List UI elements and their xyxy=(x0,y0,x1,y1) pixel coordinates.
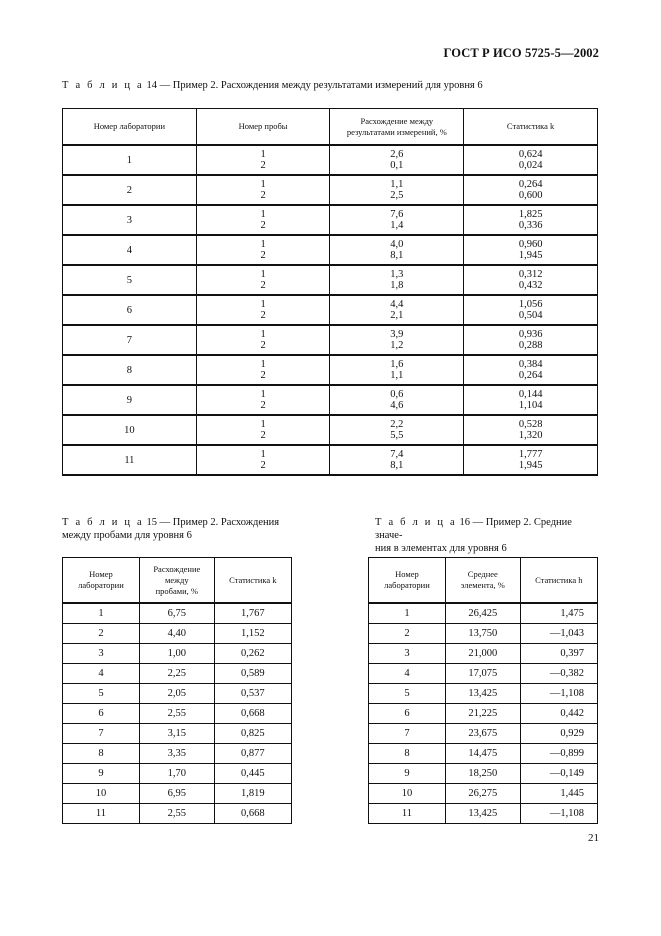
difference-cell-value: 5,5 xyxy=(390,430,404,441)
table15-col-stat: Статистика k xyxy=(214,558,291,604)
table15-col-lab: Номер лаборатории xyxy=(63,558,140,604)
table-row xyxy=(63,355,598,385)
table-row xyxy=(369,704,598,724)
lab-number-cell: 6 xyxy=(369,704,446,724)
statistic-k-cell-value: 0,024 xyxy=(518,160,543,171)
lab-number-cell: 11 xyxy=(369,804,446,824)
table-row xyxy=(63,295,598,325)
sample-number-cell xyxy=(196,175,330,205)
sample-number-cell-value: 1 xyxy=(260,359,266,370)
table-row xyxy=(63,603,292,624)
statistic-k-cell xyxy=(464,175,598,205)
mean-cell: 21,000 xyxy=(445,644,520,664)
lab-number-cell: 5 xyxy=(369,684,446,704)
table14-col-diff: Расхождение между результатами измерений, % xyxy=(330,109,464,146)
table15-col-diff: Расхождение между пробами, % xyxy=(139,558,214,604)
lab-number-cell: 1 xyxy=(63,145,197,175)
table15-caption-line2: между пробами для уровня 6 xyxy=(62,530,192,541)
table14-col-lab: Номер лаборатории xyxy=(63,109,197,146)
table16-header-row xyxy=(369,558,598,604)
lab-number-cell: 5 xyxy=(63,265,197,295)
sample-number-cell-value: 2 xyxy=(260,220,266,231)
lab-number-cell: 2 xyxy=(63,624,140,644)
statistic-k-cell: 1,152 xyxy=(214,624,291,644)
difference-cell-value: 8,1 xyxy=(390,250,404,261)
mean-cell: 13,425 xyxy=(445,684,520,704)
difference-cell: 2,55 xyxy=(139,804,214,824)
sample-number-cell-value: 2 xyxy=(260,400,266,411)
difference-cell-value: 2,1 xyxy=(390,310,404,321)
mean-cell: 17,075 xyxy=(445,664,520,684)
sample-number-cell-value: 1 xyxy=(260,239,266,250)
table-row xyxy=(63,145,598,175)
lab-number-cell: 4 xyxy=(369,664,446,684)
statistic-k-cell: 0,668 xyxy=(214,804,291,824)
statistic-k-cell-value: 0,936 xyxy=(518,329,543,340)
sample-number-cell xyxy=(196,235,330,265)
statistic-h-cell: —0,899 xyxy=(520,744,597,764)
sample-number-cell xyxy=(196,415,330,445)
table-row xyxy=(63,804,292,824)
lab-number-cell: 2 xyxy=(369,624,446,644)
difference-cell-value: 7,6 xyxy=(390,209,404,220)
statistic-h-cell: —0,382 xyxy=(520,664,597,684)
lab-number-cell: 11 xyxy=(63,445,197,475)
table-row xyxy=(63,784,292,804)
statistic-k-cell: 1,819 xyxy=(214,784,291,804)
sample-number-cell-value: 2 xyxy=(260,190,266,201)
statistic-k-cell-value: 0,264 xyxy=(518,370,543,381)
table-row xyxy=(63,724,292,744)
sample-number-cell-value: 1 xyxy=(260,389,266,400)
lab-number-cell: 4 xyxy=(63,664,140,684)
mean-cell: 14,475 xyxy=(445,744,520,764)
difference-cell: 2,05 xyxy=(139,684,214,704)
lab-number-cell: 6 xyxy=(63,295,197,325)
sample-number-cell xyxy=(196,205,330,235)
statistic-h-cell: 0,929 xyxy=(520,724,597,744)
statistic-h-cell: —0,149 xyxy=(520,764,597,784)
table15-caption-line1: 15 — Пример 2. Расхождения xyxy=(146,517,280,528)
lab-number-cell: 1 xyxy=(369,603,446,624)
table14-caption-label: Т а б л и ц а xyxy=(62,80,144,91)
statistic-k-cell-value: 0,288 xyxy=(518,340,543,351)
mean-cell: 26,275 xyxy=(445,784,520,804)
table-row xyxy=(369,804,598,824)
lab-number-cell: 5 xyxy=(63,684,140,704)
statistic-k-cell-value: 1,056 xyxy=(518,299,543,310)
sample-number-cell-value: 1 xyxy=(260,269,266,280)
statistic-h-cell: 1,475 xyxy=(520,603,597,624)
statistic-h-cell: 0,442 xyxy=(520,704,597,724)
lab-number-cell: 8 xyxy=(63,355,197,385)
sample-number-cell-value: 1 xyxy=(260,449,266,460)
mean-cell: 23,675 xyxy=(445,724,520,744)
sample-number-cell-value: 2 xyxy=(260,280,266,291)
statistic-k-cell-value: 0,312 xyxy=(518,269,543,280)
table15-caption xyxy=(62,516,294,542)
mean-cell: 26,425 xyxy=(445,603,520,624)
document-code: ГОСТ Р ИСО 5725-5—2002 xyxy=(443,46,599,60)
statistic-k-cell-value: 0,528 xyxy=(518,419,543,430)
mean-cell: 13,425 xyxy=(445,804,520,824)
lab-number-cell: 8 xyxy=(369,744,446,764)
difference-cell xyxy=(330,205,464,235)
statistic-k-cell-value: 0,264 xyxy=(518,179,543,190)
table16-caption-label: Т а б л и ц а xyxy=(375,517,457,528)
statistic-k-cell-value: 0,504 xyxy=(518,310,543,321)
statistic-k-cell-value: 0,384 xyxy=(518,359,543,370)
statistic-h-cell: —1,043 xyxy=(520,624,597,644)
difference-cell: 1,70 xyxy=(139,764,214,784)
sample-number-cell xyxy=(196,325,330,355)
statistic-k-cell: 0,589 xyxy=(214,664,291,684)
lab-number-cell: 8 xyxy=(63,744,140,764)
difference-cell-value: 2,2 xyxy=(390,419,404,430)
difference-cell xyxy=(330,445,464,475)
statistic-k-cell-value: 1,320 xyxy=(518,430,543,441)
table-row xyxy=(369,684,598,704)
statistic-k-cell: 1,767 xyxy=(214,603,291,624)
table-row xyxy=(63,684,292,704)
lab-number-cell: 7 xyxy=(63,325,197,355)
table-row xyxy=(63,265,598,295)
sample-number-cell-value: 1 xyxy=(260,209,266,220)
difference-cell xyxy=(330,415,464,445)
lab-number-cell: 1 xyxy=(63,603,140,624)
difference-cell: 3,15 xyxy=(139,724,214,744)
sample-number-cell-value: 2 xyxy=(260,430,266,441)
sample-number-cell xyxy=(196,445,330,475)
page-number: 21 xyxy=(588,832,599,844)
lab-number-cell: 7 xyxy=(369,724,446,744)
difference-cell: 1,00 xyxy=(139,644,214,664)
difference-cell-value: 2,5 xyxy=(390,190,404,201)
table16-caption xyxy=(375,516,599,555)
mean-cell: 21,225 xyxy=(445,704,520,724)
difference-cell: 2,55 xyxy=(139,704,214,724)
statistic-k-cell-value: 0,960 xyxy=(518,239,543,250)
lab-number-cell: 10 xyxy=(63,784,140,804)
lab-number-cell: 6 xyxy=(63,704,140,724)
lab-number-cell: 7 xyxy=(63,724,140,744)
difference-cell-value: 1,6 xyxy=(390,359,404,370)
sample-number-cell-value: 1 xyxy=(260,179,266,190)
table14 xyxy=(62,108,598,476)
table-row xyxy=(63,325,598,355)
table15-caption-label: Т а б л и ц а xyxy=(62,517,144,528)
table16 xyxy=(368,557,598,824)
table-row xyxy=(63,235,598,265)
sample-number-cell-value: 1 xyxy=(260,419,266,430)
statistic-k-cell xyxy=(464,205,598,235)
difference-cell: 4,40 xyxy=(139,624,214,644)
lab-number-cell: 3 xyxy=(63,644,140,664)
statistic-k-cell-value: 1,777 xyxy=(518,449,543,460)
statistic-k-cell xyxy=(464,355,598,385)
statistic-h-cell: —1,108 xyxy=(520,684,597,704)
table14-caption-text: 14 — Пример 2. Расхождения между результатами измерений для уровня 6 xyxy=(146,80,483,91)
statistic-h-cell: 0,397 xyxy=(520,644,597,664)
difference-cell xyxy=(330,355,464,385)
table-row xyxy=(63,445,598,475)
difference-cell xyxy=(330,175,464,205)
difference-cell-value: 3,9 xyxy=(390,329,404,340)
statistic-k-cell: 0,262 xyxy=(214,644,291,664)
sample-number-cell-value: 2 xyxy=(260,340,266,351)
lab-number-cell: 10 xyxy=(63,415,197,445)
difference-cell-value: 7,4 xyxy=(390,449,404,460)
difference-cell: 6,75 xyxy=(139,603,214,624)
mean-cell: 13,750 xyxy=(445,624,520,644)
table-row xyxy=(63,704,292,724)
statistic-k-cell-value: 0,336 xyxy=(518,220,543,231)
difference-cell-value: 1,1 xyxy=(390,370,404,381)
lab-number-cell: 9 xyxy=(63,385,197,415)
statistic-k-cell: 0,445 xyxy=(214,764,291,784)
difference-cell-value: 1,8 xyxy=(390,280,404,291)
sample-number-cell xyxy=(196,385,330,415)
difference-cell: 3,35 xyxy=(139,744,214,764)
difference-cell-value: 1,2 xyxy=(390,340,404,351)
difference-cell xyxy=(330,325,464,355)
lab-number-cell: 3 xyxy=(63,205,197,235)
sample-number-cell-value: 1 xyxy=(260,149,266,160)
table16-col-lab: Номер лаборатории xyxy=(369,558,446,604)
table-row xyxy=(63,415,598,445)
sample-number-cell-value: 2 xyxy=(260,250,266,261)
statistic-k-cell-value: 0,432 xyxy=(518,280,543,291)
difference-cell xyxy=(330,265,464,295)
table-row xyxy=(369,724,598,744)
statistic-k-cell-value: 1,945 xyxy=(518,250,543,261)
table14-col-sample: Номер пробы xyxy=(196,109,330,146)
lab-number-cell: 4 xyxy=(63,235,197,265)
table-row xyxy=(369,644,598,664)
statistic-k-cell xyxy=(464,295,598,325)
table16-caption-line2: ния в элементах для уровня 6 xyxy=(375,543,507,554)
statistic-k-cell-value: 1,945 xyxy=(518,460,543,471)
difference-cell-value: 0,1 xyxy=(390,160,404,171)
table-row xyxy=(369,624,598,644)
statistic-k-cell xyxy=(464,145,598,175)
difference-cell xyxy=(330,145,464,175)
table16-caption-line1: 16 — Пример 2. Средние значе- xyxy=(375,517,572,541)
sample-number-cell xyxy=(196,145,330,175)
statistic-k-cell: 0,877 xyxy=(214,744,291,764)
statistic-k-cell-value: 1,825 xyxy=(518,209,543,220)
lab-number-cell: 9 xyxy=(369,764,446,784)
statistic-k-cell xyxy=(464,445,598,475)
table14-col-stat: Статистика k xyxy=(464,109,598,146)
table16-col-stat: Статистика h xyxy=(520,558,597,604)
sample-number-cell-value: 2 xyxy=(260,370,266,381)
sample-number-cell-value: 2 xyxy=(260,160,266,171)
sample-number-cell xyxy=(196,265,330,295)
statistic-k-cell xyxy=(464,325,598,355)
difference-cell-value: 1,1 xyxy=(390,179,404,190)
difference-cell-value: 2,6 xyxy=(390,149,404,160)
table-row xyxy=(369,784,598,804)
statistic-k-cell xyxy=(464,385,598,415)
table-row xyxy=(63,624,292,644)
difference-cell-value: 4,4 xyxy=(390,299,404,310)
table14-header-row xyxy=(63,109,598,146)
table-row xyxy=(63,175,598,205)
sample-number-cell-value: 1 xyxy=(260,299,266,310)
table-row xyxy=(63,205,598,235)
table-row xyxy=(63,744,292,764)
sample-number-cell-value: 1 xyxy=(260,329,266,340)
statistic-k-cell: 0,537 xyxy=(214,684,291,704)
difference-cell-value: 8,1 xyxy=(390,460,404,471)
difference-cell-value: 1,3 xyxy=(390,269,404,280)
table-row xyxy=(63,644,292,664)
table-row xyxy=(369,603,598,624)
table-row xyxy=(369,664,598,684)
lab-number-cell: 2 xyxy=(63,175,197,205)
statistic-k-cell xyxy=(464,265,598,295)
difference-cell xyxy=(330,385,464,415)
difference-cell-value: 4,0 xyxy=(390,239,404,250)
sample-number-cell xyxy=(196,355,330,385)
lab-number-cell: 11 xyxy=(63,804,140,824)
statistic-k-cell-value: 0,144 xyxy=(518,389,543,400)
statistic-k-cell: 0,825 xyxy=(214,724,291,744)
statistic-h-cell: —1,108 xyxy=(520,804,597,824)
table-row xyxy=(63,664,292,684)
difference-cell-value: 0,6 xyxy=(390,389,404,400)
mean-cell: 18,250 xyxy=(445,764,520,784)
lab-number-cell: 10 xyxy=(369,784,446,804)
table14-caption xyxy=(62,79,483,92)
statistic-k-cell-value: 0,624 xyxy=(518,149,543,160)
statistic-k-cell-value: 1,104 xyxy=(518,400,543,411)
difference-cell: 2,25 xyxy=(139,664,214,684)
sample-number-cell-value: 2 xyxy=(260,460,266,471)
table-row xyxy=(63,385,598,415)
difference-cell xyxy=(330,235,464,265)
statistic-k-cell xyxy=(464,235,598,265)
statistic-k-cell-value: 0,600 xyxy=(518,190,543,201)
table-row xyxy=(63,764,292,784)
table15-header-row xyxy=(63,558,292,604)
statistic-h-cell: 1,445 xyxy=(520,784,597,804)
difference-cell-value: 4,6 xyxy=(390,400,404,411)
difference-cell: 6,95 xyxy=(139,784,214,804)
lab-number-cell: 3 xyxy=(369,644,446,664)
difference-cell xyxy=(330,295,464,325)
sample-number-cell-value: 2 xyxy=(260,310,266,321)
difference-cell-value: 1,4 xyxy=(390,220,404,231)
table15 xyxy=(62,557,292,824)
table-row xyxy=(369,764,598,784)
statistic-k-cell xyxy=(464,415,598,445)
lab-number-cell: 9 xyxy=(63,764,140,784)
table-row xyxy=(369,744,598,764)
sample-number-cell xyxy=(196,295,330,325)
table16-col-mean: Среднее элемента, % xyxy=(445,558,520,604)
statistic-k-cell: 0,668 xyxy=(214,704,291,724)
